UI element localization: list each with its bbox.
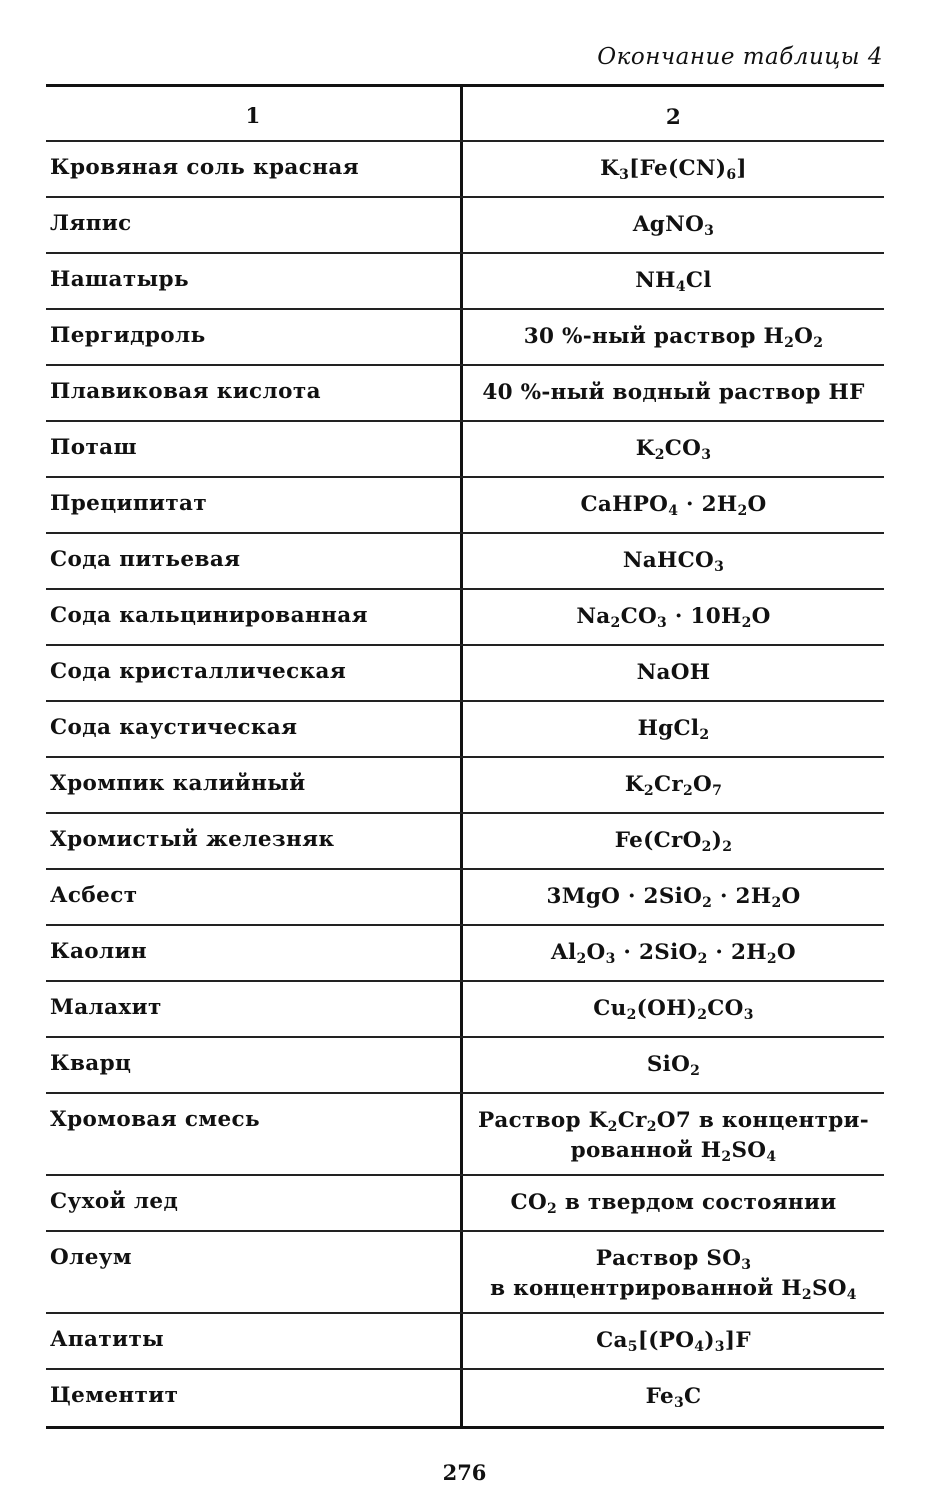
- substance-formula: $Al_2O_3 \cdot 2SiO_2 \cdot 2H_2O$: [551, 940, 796, 967]
- page-number: 276: [442, 1460, 487, 1485]
- substance-formula: HgCl$_2$: [637, 716, 710, 743]
- substance-name: Каолин: [46, 926, 463, 980]
- substance-name: Малахит: [46, 982, 463, 1036]
- substance-formula: $Ca_5[(PO_4)_3]F$: [596, 1328, 751, 1355]
- table-row: [46, 702, 884, 758]
- substance-name: Сода кристаллическая: [46, 646, 463, 700]
- substance-formula: NaHCO$_3$: [622, 548, 725, 575]
- substance-formula: $NH_4Cl$: [635, 268, 712, 295]
- table-row: [46, 1314, 884, 1370]
- substance-formula: $K_3[Fe(CN)_6]$: [600, 156, 747, 183]
- table-row: [46, 1370, 884, 1426]
- table-row: [46, 366, 884, 422]
- substance-name: Хромистый железняк: [46, 814, 463, 868]
- substance-name: Кровяная соль красная: [46, 142, 463, 196]
- substance-name: Преципитат: [46, 478, 463, 532]
- table-row: [46, 1038, 884, 1094]
- substance-name: Олеум: [46, 1232, 463, 1312]
- table-row: [46, 534, 884, 590]
- substance-name: Апатиты: [46, 1314, 463, 1368]
- substance-name: Поташ: [46, 422, 463, 476]
- substance-name: Сухой лед: [46, 1176, 463, 1230]
- table-row: [46, 1176, 884, 1232]
- table-row: [46, 646, 884, 702]
- substance-name: Нашатырь: [46, 254, 463, 308]
- substance-formula: Раствор $SO_3$ в концентрированной $H_2SO_4$: [490, 1246, 857, 1303]
- substance-formula: SiO$_2$: [646, 1052, 701, 1079]
- table-row: [46, 1232, 884, 1314]
- substance-formula: AgNO$_3$: [632, 212, 715, 239]
- substance-formula: $Cu_2(OH)_2CO_3$: [593, 996, 754, 1023]
- substance-name: Сода каустическая: [46, 702, 463, 756]
- substance-formula: $K_2CO_3$: [635, 436, 712, 463]
- substance-formula: $3MgO \cdot 2SiO_2 \cdot 2H_2O$: [546, 884, 801, 911]
- substance-name: Хромпик калийный: [46, 758, 463, 812]
- table-row: [46, 1094, 884, 1176]
- substance-name: Хромовая смесь: [46, 1094, 463, 1174]
- table-row: [46, 814, 884, 870]
- substance-formula: 40 %-ный водный раствор HF: [482, 380, 865, 405]
- table-caption: Окончание таблицы 4: [597, 44, 883, 70]
- substance-formula: $Na_2CO_3 \cdot 10H_2O$: [576, 604, 771, 631]
- substance-name: Плавиковая кислота: [46, 366, 463, 420]
- substance-name: Цементит: [46, 1370, 463, 1426]
- table-header-row: [46, 87, 884, 142]
- substance-formula: CaHPO$_4$ · $2H_2O$: [580, 492, 767, 519]
- column-1-header: 1: [46, 87, 463, 140]
- substances-table: [46, 84, 884, 1429]
- substance-name: Пергидроль: [46, 310, 463, 364]
- table-row: [46, 478, 884, 534]
- substance-name: Кварц: [46, 1038, 463, 1092]
- table-body: [46, 142, 884, 1426]
- table-row: [46, 142, 884, 198]
- substance-name: Сода питьевая: [46, 534, 463, 588]
- column-2-header: 2: [665, 105, 682, 130]
- table-row: [46, 198, 884, 254]
- substance-formula: NaOH: [636, 660, 711, 685]
- table-row: [46, 926, 884, 982]
- substance-formula: $Fe(CrO_2)_2$: [614, 828, 733, 855]
- substance-name: Сода кальцинированная: [46, 590, 463, 644]
- substance-formula: $K_2Cr_2O_7$: [624, 772, 723, 799]
- table-row: [46, 758, 884, 814]
- table-row: [46, 982, 884, 1038]
- table-row: [46, 590, 884, 646]
- table-row: [46, 422, 884, 478]
- substance-formula: $Fe_3C$: [645, 1384, 702, 1411]
- substance-name: Асбест: [46, 870, 463, 924]
- substance-formula: 30 %-ный раствор $H_2O_2$: [523, 324, 824, 351]
- table-row: [46, 310, 884, 366]
- table-row: [46, 254, 884, 310]
- substance-formula: Раствор $K_2Cr_2O7$ в концентри- рованной $H_2SO_4$: [477, 1108, 870, 1165]
- substance-formula: $CO_2$ в твердом состоянии: [510, 1190, 837, 1217]
- substance-name: Ляпис: [46, 198, 463, 252]
- table-row: [46, 870, 884, 926]
